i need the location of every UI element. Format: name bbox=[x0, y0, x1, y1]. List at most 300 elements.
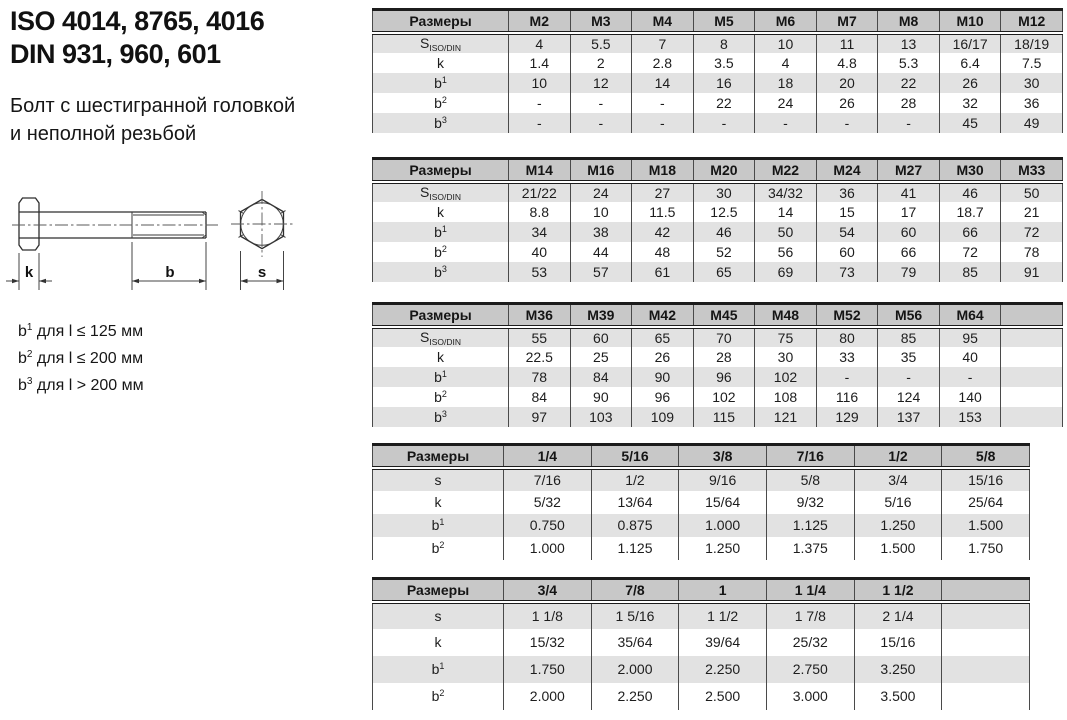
value-cell: 78 bbox=[1001, 242, 1063, 262]
size-column-header: M3 bbox=[570, 10, 632, 33]
value-cell: 15/32 bbox=[504, 629, 592, 656]
value-cell: 20 bbox=[816, 73, 878, 93]
value-cell: 54 bbox=[816, 222, 878, 242]
table-row bbox=[373, 656, 1030, 683]
dimension-label-s: s bbox=[257, 264, 267, 281]
subtitle-line1: Болт с шестигранной головкой bbox=[10, 95, 296, 117]
table-row bbox=[373, 242, 1063, 262]
subtitle-line2: и неполной резьбой bbox=[10, 123, 197, 145]
value-cell: - bbox=[632, 93, 694, 113]
value-cell: 1.250 bbox=[854, 514, 942, 537]
value-cell: 3.5 bbox=[693, 53, 755, 73]
value-cell: 2.250 bbox=[591, 683, 679, 710]
row-label: $b^1$ bbox=[373, 73, 509, 93]
value-cell: 25/32 bbox=[766, 629, 854, 656]
value-cell: 2.8 bbox=[632, 53, 694, 73]
value-cell: 103 bbox=[570, 407, 632, 427]
table-row bbox=[373, 468, 1030, 491]
size-column-header: 1/4 bbox=[504, 445, 592, 468]
size-column-header: 5/16 bbox=[591, 445, 679, 468]
value-cell: - bbox=[755, 113, 817, 133]
table-row bbox=[373, 33, 1063, 53]
value-cell: 36 bbox=[1001, 93, 1063, 113]
value-cell: 34 bbox=[509, 222, 571, 242]
table-row bbox=[373, 347, 1063, 367]
value-cell: - bbox=[878, 113, 940, 133]
value-cell: 79 bbox=[878, 262, 940, 282]
value-cell: 1.750 bbox=[942, 537, 1030, 560]
sizes-column-header: Размеры bbox=[373, 304, 509, 327]
value-cell: 0.875 bbox=[591, 514, 679, 537]
bolt-side-view bbox=[12, 198, 218, 250]
size-column-header: M4 bbox=[632, 10, 694, 33]
value-cell: 61 bbox=[632, 262, 694, 282]
value-cell: 7/16 bbox=[504, 468, 592, 491]
value-cell: 6.4 bbox=[939, 53, 1001, 73]
value-cell: 65 bbox=[693, 262, 755, 282]
value-cell: 102 bbox=[755, 367, 817, 387]
value-cell: 109 bbox=[632, 407, 694, 427]
value-cell: 45 bbox=[939, 113, 1001, 133]
row-label: $b^2$ bbox=[373, 537, 504, 560]
bolt-technical-drawing bbox=[5, 178, 345, 313]
value-cell: 24 bbox=[570, 182, 632, 202]
bolt-head-front-view bbox=[231, 191, 293, 257]
value-cell: 5/8 bbox=[766, 468, 854, 491]
value-cell: 2.750 bbox=[766, 656, 854, 683]
size-column-header: 1/2 bbox=[854, 445, 942, 468]
value-cell: 3/4 bbox=[854, 468, 942, 491]
value-cell: 50 bbox=[1001, 182, 1063, 202]
value-cell: 97 bbox=[509, 407, 571, 427]
value-cell: 14 bbox=[632, 73, 694, 93]
value-cell: 102 bbox=[693, 387, 755, 407]
page-subtitle bbox=[10, 92, 295, 148]
value-cell: 57 bbox=[570, 262, 632, 282]
size-column-header: M42 bbox=[632, 304, 694, 327]
size-column-header: M27 bbox=[878, 159, 940, 182]
value-cell: 46 bbox=[939, 182, 1001, 202]
value-cell: 1 5/16 bbox=[591, 602, 679, 629]
value-cell: 40 bbox=[509, 242, 571, 262]
value-cell: 2 bbox=[570, 53, 632, 73]
value-cell: 21 bbox=[1001, 202, 1063, 222]
dimension-table-inch-large bbox=[372, 577, 1030, 710]
value-cell: 129 bbox=[816, 407, 878, 427]
value-cell: 3.000 bbox=[766, 683, 854, 710]
value-cell: 21/22 bbox=[509, 182, 571, 202]
value-cell: 13 bbox=[878, 33, 940, 53]
row-label: $b^3$ bbox=[373, 113, 509, 133]
size-column-header: M24 bbox=[816, 159, 878, 182]
size-column-header: 1 bbox=[679, 579, 767, 602]
value-cell: 15/64 bbox=[679, 491, 767, 514]
size-column-header: M2 bbox=[509, 10, 571, 33]
value-cell: 60 bbox=[570, 327, 632, 347]
value-cell: 1.000 bbox=[504, 537, 592, 560]
page-title bbox=[10, 5, 264, 71]
value-cell: 84 bbox=[509, 387, 571, 407]
size-column-header: M7 bbox=[816, 10, 878, 33]
value-cell: 1.125 bbox=[766, 514, 854, 537]
value-cell: 2.250 bbox=[679, 656, 767, 683]
size-column-header: M14 bbox=[509, 159, 571, 182]
value-cell: 3.500 bbox=[854, 683, 942, 710]
size-column-header: 5/8 bbox=[942, 445, 1030, 468]
value-cell: 16 bbox=[693, 73, 755, 93]
row-label: k bbox=[373, 53, 509, 73]
size-column-header: M52 bbox=[816, 304, 878, 327]
value-cell: 60 bbox=[816, 242, 878, 262]
size-column-header: 7/8 bbox=[591, 579, 679, 602]
value-cell: 35 bbox=[878, 347, 940, 367]
value-cell: 39/64 bbox=[679, 629, 767, 656]
size-column-header: M16 bbox=[570, 159, 632, 182]
value-cell: 50 bbox=[755, 222, 817, 242]
value-cell: 85 bbox=[878, 327, 940, 347]
value-cell: 66 bbox=[878, 242, 940, 262]
row-label: s bbox=[373, 602, 504, 629]
size-column-header: M5 bbox=[693, 10, 755, 33]
value-cell: 73 bbox=[816, 262, 878, 282]
size-column-header: M39 bbox=[570, 304, 632, 327]
length-note: $b^1$ для l ≤ 125 мм bbox=[18, 322, 144, 340]
table-row bbox=[373, 262, 1063, 282]
value-cell: 0.750 bbox=[504, 514, 592, 537]
value-cell: 26 bbox=[632, 347, 694, 367]
value-cell: 140 bbox=[939, 387, 1001, 407]
table-row bbox=[373, 202, 1063, 222]
size-column-header: M36 bbox=[509, 304, 571, 327]
dimension-table-inch-small bbox=[372, 443, 1030, 560]
size-column-header: M56 bbox=[878, 304, 940, 327]
value-cell: 34/32 bbox=[755, 182, 817, 202]
size-column-header: M48 bbox=[755, 304, 817, 327]
value-cell: 121 bbox=[755, 407, 817, 427]
value-cell bbox=[1001, 327, 1063, 347]
size-column-header: M10 bbox=[939, 10, 1001, 33]
table-row bbox=[373, 407, 1063, 427]
size-column-header: M33 bbox=[1001, 159, 1063, 182]
row-label: $b^2$ bbox=[373, 387, 509, 407]
row-label: $S_{ISO/DIN}$ bbox=[373, 327, 509, 347]
value-cell: 25 bbox=[570, 347, 632, 367]
row-label: s bbox=[373, 468, 504, 491]
value-cell: 90 bbox=[570, 387, 632, 407]
row-label: $b^1$ bbox=[373, 514, 504, 537]
value-cell bbox=[1001, 407, 1063, 427]
table-row bbox=[373, 222, 1063, 242]
size-column-header: 7/16 bbox=[766, 445, 854, 468]
value-cell: - bbox=[816, 113, 878, 133]
size-column-header bbox=[942, 579, 1030, 602]
table-row bbox=[373, 367, 1063, 387]
value-cell: 36 bbox=[816, 182, 878, 202]
value-cell: 53 bbox=[509, 262, 571, 282]
dimension-b bbox=[132, 242, 206, 290]
value-cell: 5.3 bbox=[878, 53, 940, 73]
value-cell: 2.500 bbox=[679, 683, 767, 710]
length-note: $b^2$ для l ≤ 200 мм bbox=[18, 349, 144, 367]
value-cell: 124 bbox=[878, 387, 940, 407]
value-cell: 32 bbox=[939, 93, 1001, 113]
value-cell: 2.000 bbox=[504, 683, 592, 710]
value-cell: 1 1/8 bbox=[504, 602, 592, 629]
row-label: $S_{ISO/DIN}$ bbox=[373, 182, 509, 202]
size-column-header: 3/8 bbox=[679, 445, 767, 468]
row-label: k bbox=[373, 629, 504, 656]
row-label: $b^1$ bbox=[373, 656, 504, 683]
value-cell: 5/32 bbox=[504, 491, 592, 514]
value-cell: 15/16 bbox=[854, 629, 942, 656]
value-cell: 84 bbox=[570, 367, 632, 387]
value-cell: 44 bbox=[570, 242, 632, 262]
value-cell bbox=[1001, 347, 1063, 367]
value-cell: 5/16 bbox=[854, 491, 942, 514]
value-cell: 56 bbox=[755, 242, 817, 262]
value-cell: 1.375 bbox=[766, 537, 854, 560]
value-cell: 65 bbox=[632, 327, 694, 347]
value-cell: 24 bbox=[755, 93, 817, 113]
size-column-header: M12 bbox=[1001, 10, 1063, 33]
length-note: $b^3$ для l > 200 мм bbox=[18, 376, 144, 394]
value-cell: 12 bbox=[570, 73, 632, 93]
table-row bbox=[373, 602, 1030, 629]
title-din: DIN 931, 960, 601 bbox=[10, 39, 221, 69]
row-label: $b^3$ bbox=[373, 262, 509, 282]
value-cell: 95 bbox=[939, 327, 1001, 347]
title-iso: ISO 4014, 8765, 4016 bbox=[10, 6, 265, 36]
value-cell: 1/2 bbox=[591, 468, 679, 491]
value-cell: 41 bbox=[878, 182, 940, 202]
value-cell: 10 bbox=[570, 202, 632, 222]
value-cell: - bbox=[509, 93, 571, 113]
sizes-column-header: Размеры bbox=[373, 159, 509, 182]
table-row bbox=[373, 182, 1063, 202]
value-cell: 27 bbox=[632, 182, 694, 202]
value-cell: 72 bbox=[1001, 222, 1063, 242]
value-cell: 4.8 bbox=[816, 53, 878, 73]
header-row bbox=[373, 304, 1063, 327]
value-cell: 2 1/4 bbox=[854, 602, 942, 629]
value-cell: 18.7 bbox=[939, 202, 1001, 222]
row-label: $b^2$ bbox=[373, 242, 509, 262]
table-row bbox=[373, 491, 1030, 514]
table-row bbox=[373, 387, 1063, 407]
table-row bbox=[373, 683, 1030, 710]
value-cell: 80 bbox=[816, 327, 878, 347]
header-row bbox=[373, 579, 1030, 602]
table-row bbox=[373, 53, 1063, 73]
value-cell: 116 bbox=[816, 387, 878, 407]
dimension-table-m2-m12 bbox=[372, 8, 1063, 133]
value-cell: 1.500 bbox=[942, 514, 1030, 537]
value-cell: 52 bbox=[693, 242, 755, 262]
size-column-header: M6 bbox=[755, 10, 817, 33]
value-cell: 75 bbox=[755, 327, 817, 347]
value-cell: 7 bbox=[632, 33, 694, 53]
value-cell: 1.750 bbox=[504, 656, 592, 683]
value-cell: 115 bbox=[693, 407, 755, 427]
value-cell: 40 bbox=[939, 347, 1001, 367]
value-cell: 70 bbox=[693, 327, 755, 347]
value-cell: 8 bbox=[693, 33, 755, 53]
dimension-table-m14-m33 bbox=[372, 157, 1063, 282]
sizes-column-header: Размеры bbox=[373, 579, 504, 602]
value-cell: 18/19 bbox=[1001, 33, 1063, 53]
value-cell: 2.000 bbox=[591, 656, 679, 683]
value-cell: 17 bbox=[878, 202, 940, 222]
sizes-column-header: Размеры bbox=[373, 445, 504, 468]
value-cell: - bbox=[878, 367, 940, 387]
value-cell: 30 bbox=[755, 347, 817, 367]
value-cell: 22.5 bbox=[509, 347, 571, 367]
size-column-header: 1 1/2 bbox=[854, 579, 942, 602]
table-row bbox=[373, 537, 1030, 560]
value-cell: 46 bbox=[693, 222, 755, 242]
size-column-header: 1 1/4 bbox=[766, 579, 854, 602]
row-label: k bbox=[373, 491, 504, 514]
header-row bbox=[373, 10, 1063, 33]
value-cell: 5.5 bbox=[570, 33, 632, 53]
value-cell: 96 bbox=[693, 367, 755, 387]
value-cell: 35/64 bbox=[591, 629, 679, 656]
value-cell: 7.5 bbox=[1001, 53, 1063, 73]
header-row bbox=[373, 445, 1030, 468]
size-column-header: M18 bbox=[632, 159, 694, 182]
value-cell: - bbox=[632, 113, 694, 133]
value-cell: - bbox=[570, 113, 632, 133]
row-label: $b^1$ bbox=[373, 367, 509, 387]
value-cell bbox=[942, 656, 1030, 683]
value-cell bbox=[942, 629, 1030, 656]
value-cell: 91 bbox=[1001, 262, 1063, 282]
value-cell: 1.4 bbox=[509, 53, 571, 73]
value-cell: 66 bbox=[939, 222, 1001, 242]
table-row bbox=[373, 629, 1030, 656]
table-row bbox=[373, 327, 1063, 347]
value-cell: 137 bbox=[878, 407, 940, 427]
value-cell: 22 bbox=[878, 73, 940, 93]
value-cell: 72 bbox=[939, 242, 1001, 262]
row-label: k bbox=[373, 202, 509, 222]
row-label: $b^2$ bbox=[373, 93, 509, 113]
size-column-header: M64 bbox=[939, 304, 1001, 327]
value-cell: 1.250 bbox=[679, 537, 767, 560]
dimension-label-b: b bbox=[165, 264, 175, 281]
length-notes bbox=[18, 316, 144, 397]
value-cell: 1.125 bbox=[591, 537, 679, 560]
dimension-label-k: k bbox=[24, 264, 34, 281]
value-cell: 38 bbox=[570, 222, 632, 242]
size-column-header: M30 bbox=[939, 159, 1001, 182]
size-column-header: 3/4 bbox=[504, 579, 592, 602]
value-cell bbox=[1001, 367, 1063, 387]
value-cell: 60 bbox=[878, 222, 940, 242]
value-cell: 69 bbox=[755, 262, 817, 282]
value-cell bbox=[942, 602, 1030, 629]
value-cell: 28 bbox=[878, 93, 940, 113]
value-cell: 25/64 bbox=[942, 491, 1030, 514]
value-cell: 4 bbox=[755, 53, 817, 73]
row-label: $b^2$ bbox=[373, 683, 504, 710]
table-row bbox=[373, 113, 1063, 133]
value-cell: 153 bbox=[939, 407, 1001, 427]
value-cell: 15/16 bbox=[942, 468, 1030, 491]
value-cell bbox=[1001, 387, 1063, 407]
value-cell: 11.5 bbox=[632, 202, 694, 222]
value-cell: 10 bbox=[509, 73, 571, 93]
value-cell: 14 bbox=[755, 202, 817, 222]
value-cell: 96 bbox=[632, 387, 694, 407]
dimension-table-m36-m64 bbox=[372, 302, 1063, 427]
value-cell: 26 bbox=[939, 73, 1001, 93]
size-column-header: M22 bbox=[755, 159, 817, 182]
value-cell: 3.250 bbox=[854, 656, 942, 683]
value-cell: 1.500 bbox=[854, 537, 942, 560]
table-row bbox=[373, 73, 1063, 93]
value-cell: 108 bbox=[755, 387, 817, 407]
value-cell: 26 bbox=[816, 93, 878, 113]
value-cell: 55 bbox=[509, 327, 571, 347]
value-cell: - bbox=[509, 113, 571, 133]
size-column-header: M8 bbox=[878, 10, 940, 33]
value-cell: 48 bbox=[632, 242, 694, 262]
size-column-header bbox=[1001, 304, 1063, 327]
row-label: $S_{ISO/DIN}$ bbox=[373, 33, 509, 53]
size-column-header: M45 bbox=[693, 304, 755, 327]
value-cell: 1 1/2 bbox=[679, 602, 767, 629]
row-label: $b^3$ bbox=[373, 407, 509, 427]
value-cell: 90 bbox=[632, 367, 694, 387]
row-label: k bbox=[373, 347, 509, 367]
value-cell bbox=[942, 683, 1030, 710]
value-cell: - bbox=[693, 113, 755, 133]
value-cell: 22 bbox=[693, 93, 755, 113]
value-cell: - bbox=[939, 367, 1001, 387]
value-cell: 8.8 bbox=[509, 202, 571, 222]
value-cell: 13/64 bbox=[591, 491, 679, 514]
value-cell: 12.5 bbox=[693, 202, 755, 222]
value-cell: - bbox=[816, 367, 878, 387]
sizes-column-header: Размеры bbox=[373, 10, 509, 33]
value-cell: - bbox=[570, 93, 632, 113]
value-cell: 15 bbox=[816, 202, 878, 222]
value-cell: 33 bbox=[816, 347, 878, 367]
value-cell: 9/16 bbox=[679, 468, 767, 491]
row-label: $b^1$ bbox=[373, 222, 509, 242]
value-cell: 1 7/8 bbox=[766, 602, 854, 629]
value-cell: 18 bbox=[755, 73, 817, 93]
value-cell: 49 bbox=[1001, 113, 1063, 133]
value-cell: 78 bbox=[509, 367, 571, 387]
value-cell: 16/17 bbox=[939, 33, 1001, 53]
dimension-k bbox=[6, 253, 52, 290]
value-cell: 28 bbox=[693, 347, 755, 367]
table-row bbox=[373, 93, 1063, 113]
value-cell: 30 bbox=[693, 182, 755, 202]
value-cell: 42 bbox=[632, 222, 694, 242]
value-cell: 9/32 bbox=[766, 491, 854, 514]
size-column-header: M20 bbox=[693, 159, 755, 182]
table-row bbox=[373, 514, 1030, 537]
value-cell: 85 bbox=[939, 262, 1001, 282]
value-cell: 10 bbox=[755, 33, 817, 53]
header-row bbox=[373, 159, 1063, 182]
value-cell: 1.000 bbox=[679, 514, 767, 537]
value-cell: 4 bbox=[509, 33, 571, 53]
value-cell: 11 bbox=[816, 33, 878, 53]
